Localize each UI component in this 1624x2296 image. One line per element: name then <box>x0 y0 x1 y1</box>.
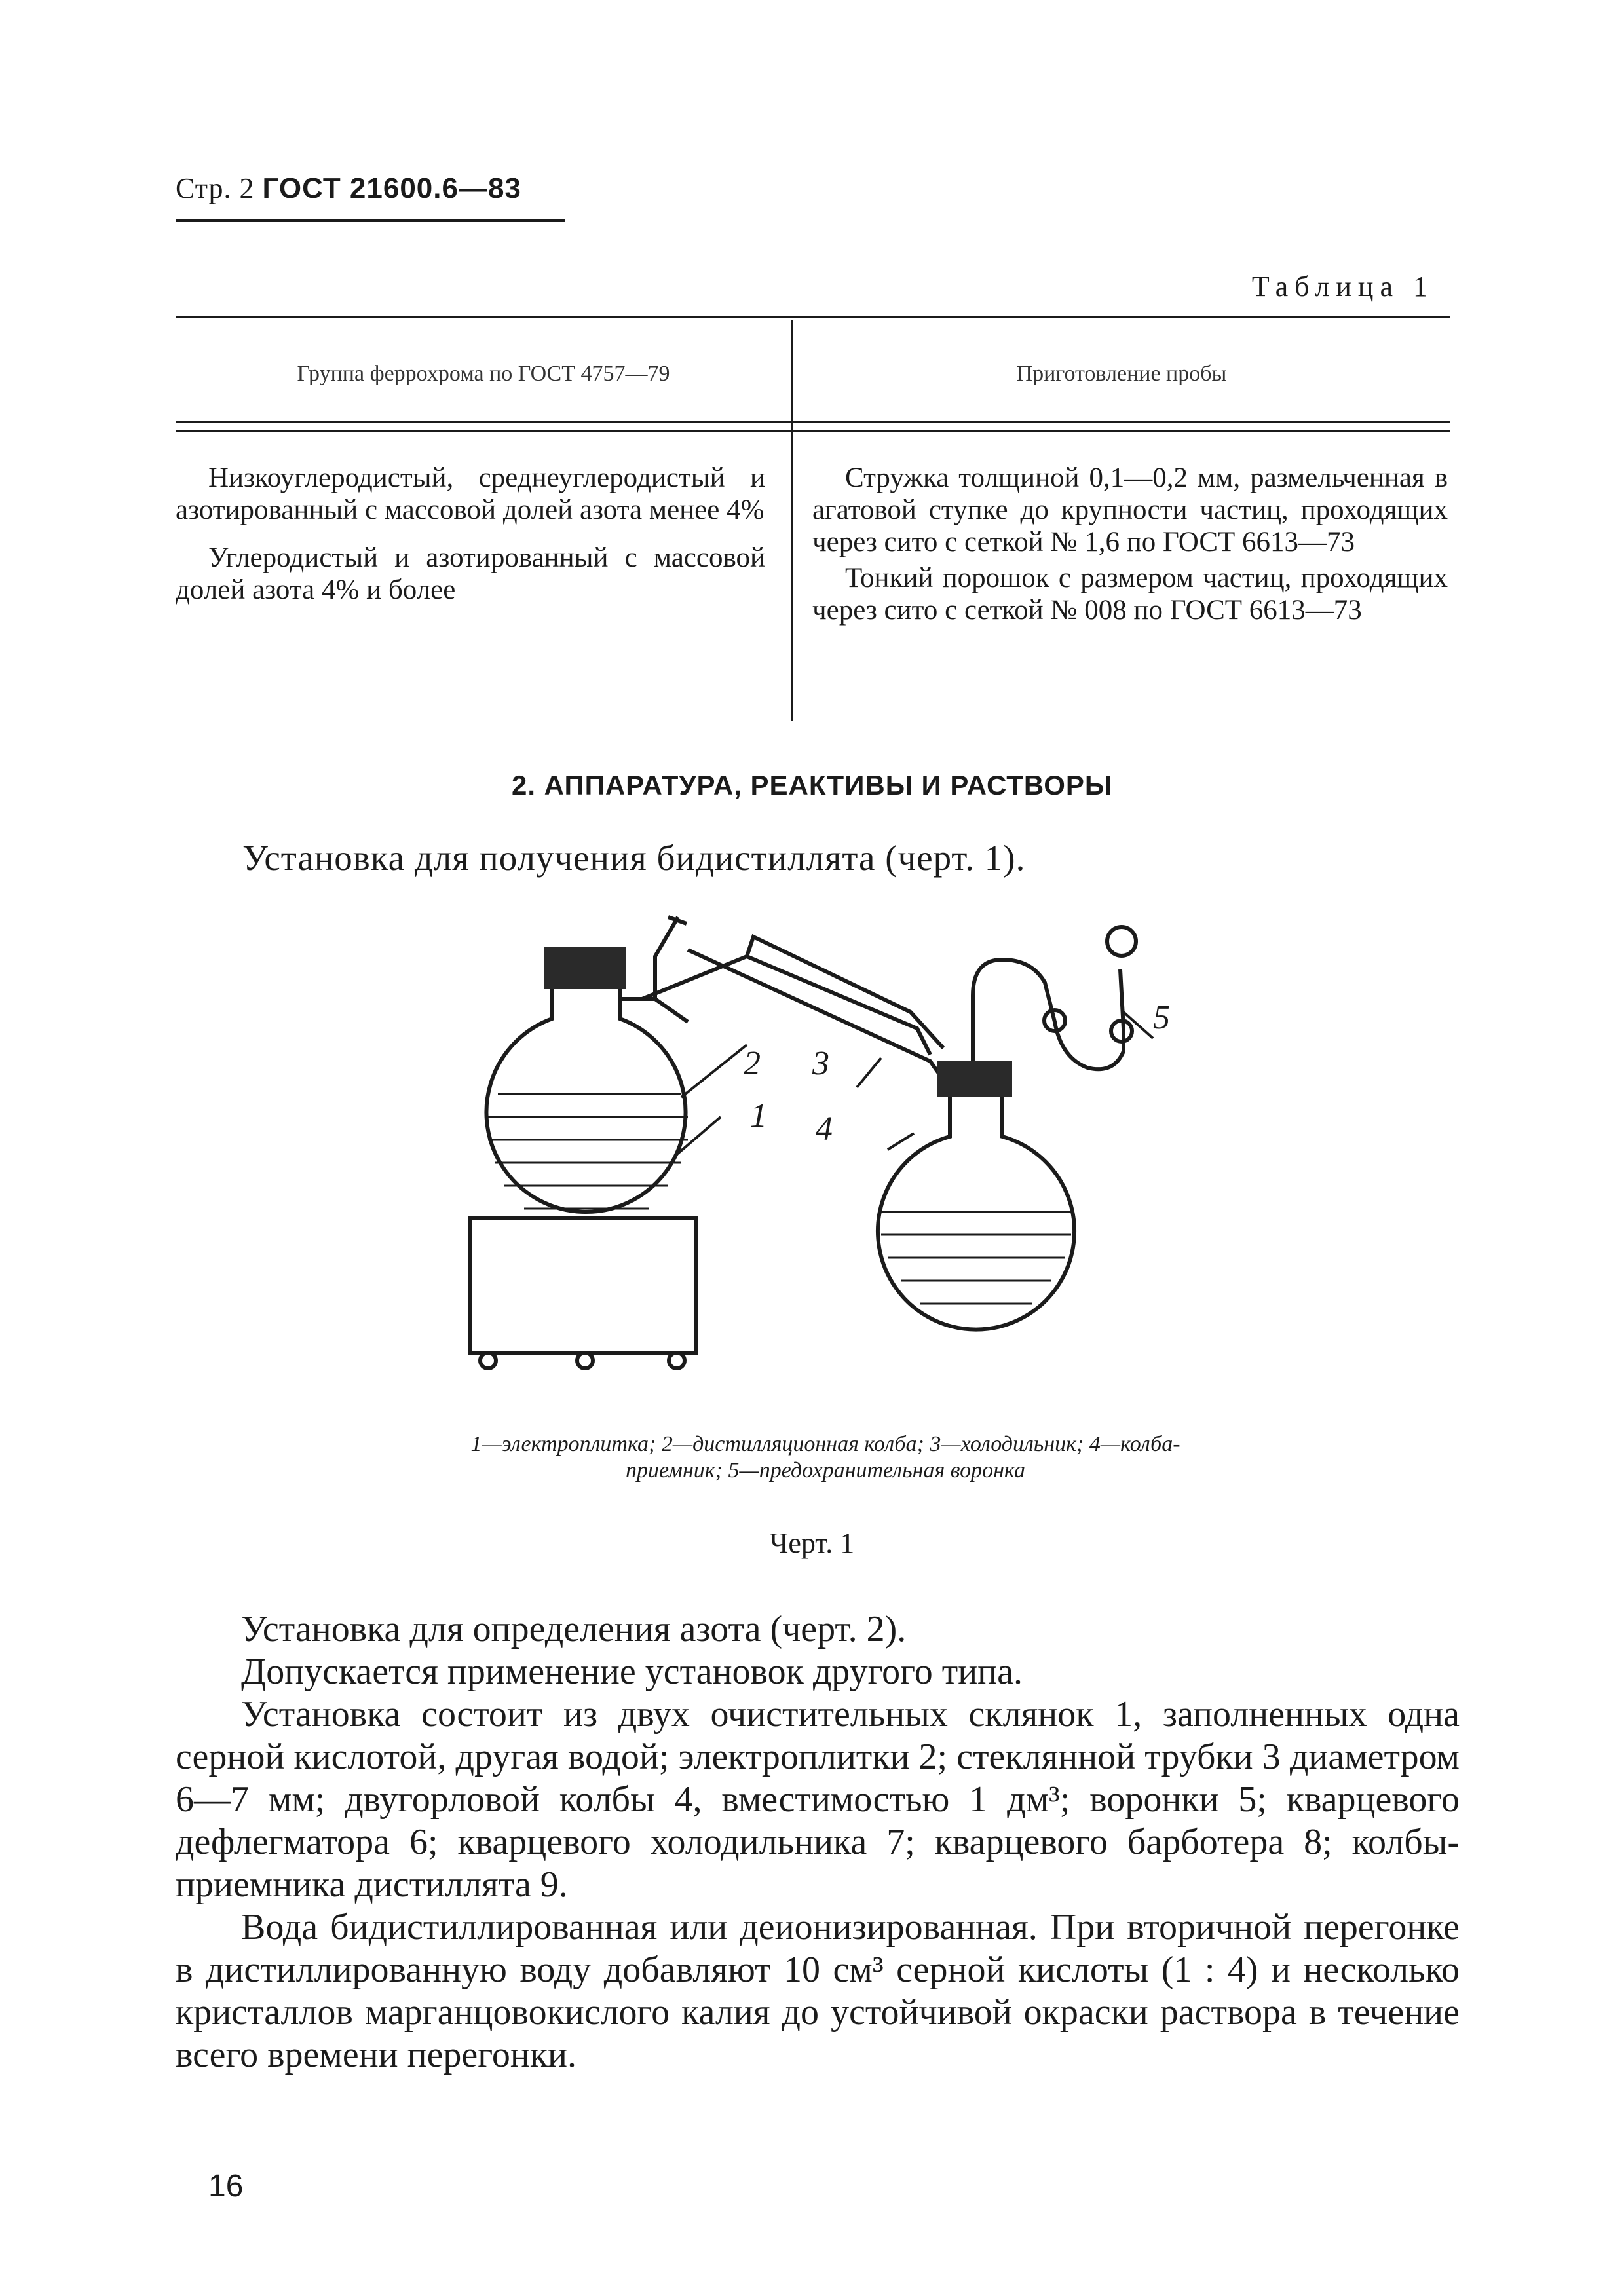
standard-number: ГОСТ 21600.6—83 <box>262 172 521 204</box>
figure-legend: 1—электроплитка; 2—дистилляционная колба; 3—холодильник; 4—колба-приемник; 5—предохранительная воронка <box>470 1432 1180 1482</box>
page-prefix: Стр. 2 <box>176 172 255 204</box>
body-text <box>176 1608 1460 2077</box>
figure-label-5: 5 <box>1153 999 1170 1036</box>
paragraph: Установка для определения азота (черт. 2). <box>241 1609 907 1649</box>
figure-label-3: 3 <box>812 1045 829 1082</box>
hot-plate-foot <box>577 1353 593 1368</box>
section-title: 2. АППАРАТУРА, РЕАКТИВЫ И РАСТВОРЫ <box>511 770 1112 800</box>
figure-caption: Черт. 1 <box>769 1527 855 1559</box>
hot-plate-foot <box>480 1353 496 1368</box>
paragraph: Установка состоит из двух очистительных склянок 1, заполненных одна серной кислотой, другая водой; электроплитки 2; стеклянной трубки 3 диаметром 6—7 мм; двугорловой колбы 4, вместимостью 1 дм³; воронки 5; кварцевого дефлегматора 6; кварцевого холодильника 7; кварцевого барботера 8; колбы-приемника дистиллята 9. <box>176 1694 1460 1905</box>
receiver-stopper <box>937 1061 1012 1097</box>
safety-funnel-bulb <box>1107 927 1136 956</box>
table-header-col-1: Группа феррохрома по ГОСТ 4757—79 <box>297 362 670 386</box>
figure-label-2: 2 <box>744 1045 761 1082</box>
intro-text: Установка для получения бидистиллята (черт. 1). <box>242 838 1026 878</box>
hot-plate-foot <box>669 1353 685 1368</box>
leader-line <box>675 1012 1153 1156</box>
flask-stopper <box>544 947 626 989</box>
table-cell: Тонкий порошок с размером частиц, проходящих через сито с сеткой № 008 по ГОСТ 6613—73 <box>812 563 1448 626</box>
table-cell: Углеродистый и азотированный с массовой долей азота 4% и более <box>176 542 765 605</box>
paragraph: Вода бидистиллированная или деионизированная. При вторичной перегонке в дистиллированную воду добавляют 10 см³ серной кислоты (1 : 4) и несколько кристаллов марганцовокислого калия до устойчивой окраски раствора в течение всего времени перегонки. <box>176 1907 1460 2075</box>
figure-label-4: 4 <box>816 1110 833 1148</box>
condenser <box>620 917 953 1094</box>
page-number: 16 <box>208 2169 244 2204</box>
figure-label-1: 1 <box>750 1097 767 1135</box>
table-header-col-2: Приготовление пробы <box>1016 362 1227 386</box>
table-caption: Таблица 1 <box>1251 271 1434 303</box>
distillation-flask <box>487 989 686 1212</box>
table-cell: Стружка толщиной 0,1—0,2 мм, размельченная в агатовой ступке до крупности частиц, проходящих через сито с сеткой № 1,6 по ГОСТ 6613—73 <box>812 462 1448 557</box>
table-cell: Низкоуглеродистый, среднеуглеродистый и азотированный с массовой долей азота менее 4% <box>176 462 765 525</box>
paragraph: Допускается применение установок другого типа. <box>241 1651 1023 1692</box>
hot-plate <box>470 1218 696 1353</box>
